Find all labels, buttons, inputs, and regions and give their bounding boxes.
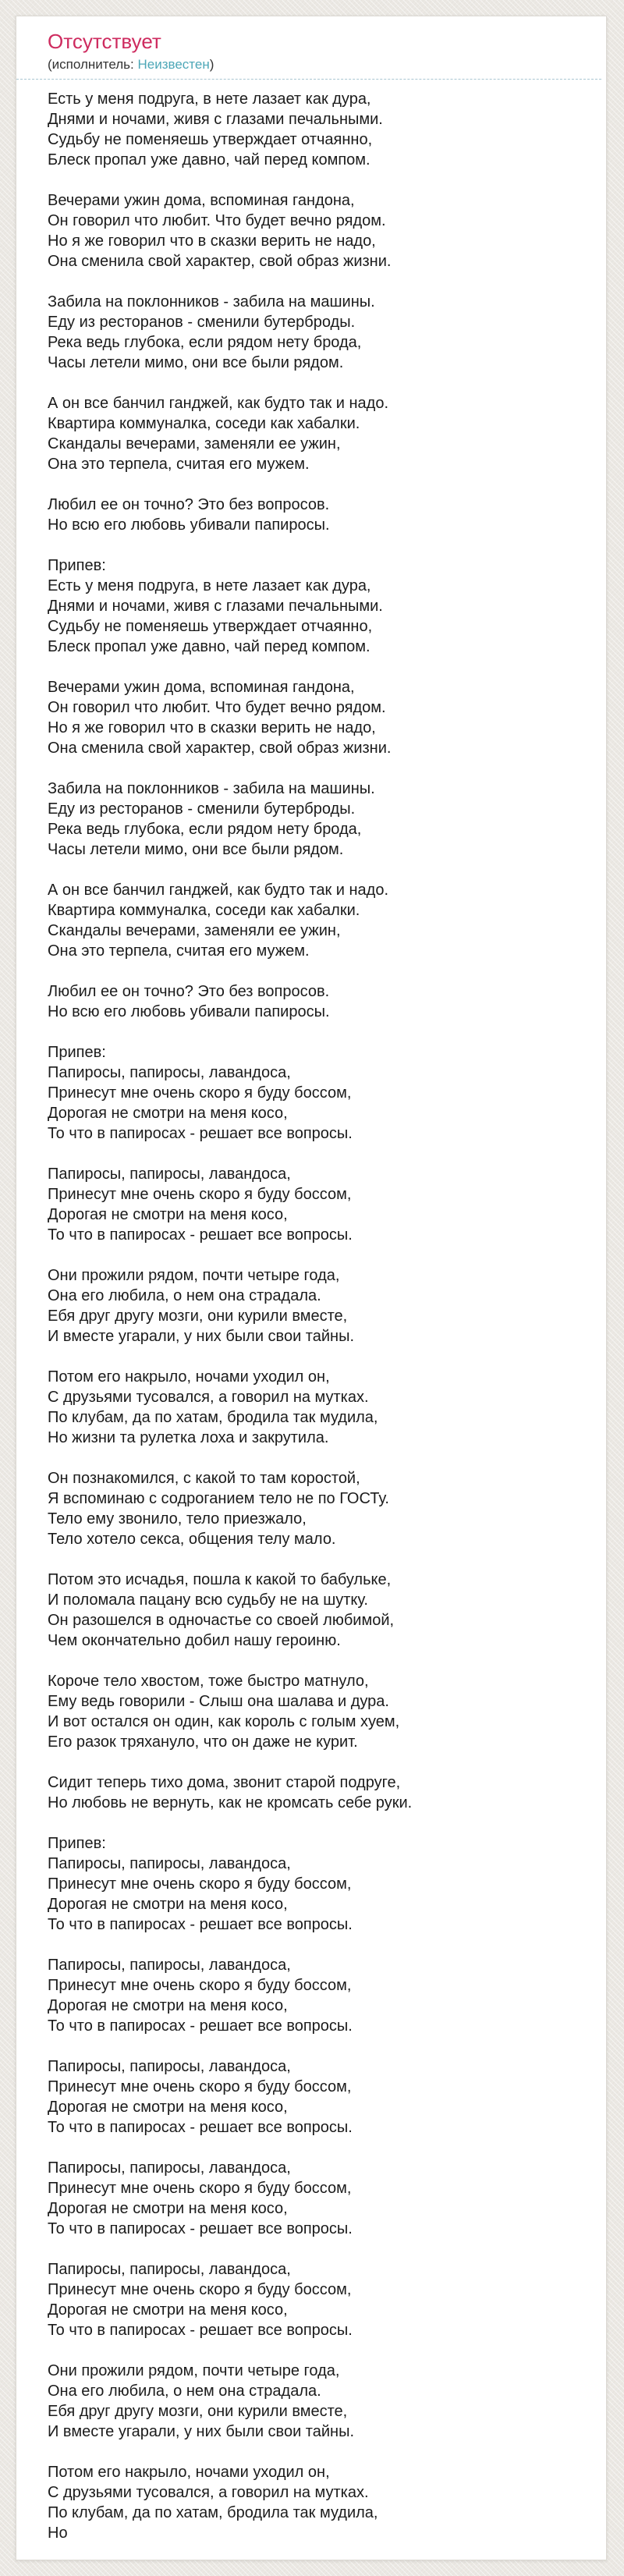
lyrics-stanza [48, 1833, 606, 1935]
lyrics-line: Дорогая не смотри на меня косо, [48, 1206, 288, 1223]
lyrics-line: Папиросы, папиросы, лавандоса, [48, 1064, 291, 1081]
lyrics-line: Скандалы вечерами, заменяли ее ужин, [48, 435, 341, 452]
lyrics-line: Блеск пропал уже давно, чай перед компом. [48, 638, 370, 655]
lyrics-line: Вечерами ужин дома, вспоминая гандона, [48, 192, 355, 209]
lyrics-line: Вечерами ужин дома, вспоминая гандона, [48, 679, 355, 696]
lyrics-line: И поломала пацану всю судьбу не на шутку. [48, 1591, 368, 1609]
lyrics-line: Его разок тряхануло, что он даже не курит. [48, 1733, 358, 1751]
artist-line [48, 56, 601, 73]
lyrics-stanza [48, 2259, 606, 2340]
lyrics-line: Короче тело хвостом, тоже быстро матнуло, [48, 1673, 369, 1690]
lyrics-line: То что в папиросах - решает все вопросы. [48, 1125, 353, 1142]
lyrics-stanza [48, 880, 606, 961]
lyrics-stanza [48, 677, 606, 758]
lyrics-stanza [48, 1468, 606, 1549]
lyrics-stanza [48, 1671, 606, 1752]
lyrics-line: Папиросы, папиросы, лавандоса, [48, 1166, 291, 1183]
lyrics-line: Папиросы, папиросы, лавандоса, [48, 2058, 291, 2075]
lyrics-line: Днями и ночами, живя с глазами печальными. [48, 111, 383, 128]
lyrics-line: Блеск пропал уже давно, чай перед компом. [48, 151, 370, 169]
lyrics-line: Квартира коммуналка, соседи как хабалки. [48, 415, 360, 432]
lyrics-line: Но [48, 2525, 68, 2542]
lyrics-line: То что в папиросах - решает все вопросы. [48, 2017, 353, 2035]
lyrics-stanza [48, 292, 606, 373]
lyrics-stanza [48, 190, 606, 271]
lyrics-line: Чем окончательно добил нашу героиню. [48, 1632, 341, 1649]
lyrics-card [16, 16, 607, 2560]
artist-suffix: ) [209, 57, 214, 72]
lyrics-line: И вместе угарали, у них были свои тайны. [48, 2423, 355, 2440]
lyrics-line: То что в папиросах - решает все вопросы. [48, 2119, 353, 2136]
lyrics-line: Принесут мне очень скоро я буду боссом, [48, 1084, 352, 1102]
lyrics-stanza [48, 89, 606, 170]
lyrics-stanza [48, 1265, 606, 1347]
lyrics-line: По клубам, да по хатам, бродила так мудила, [48, 1409, 378, 1426]
artist-prefix: (исполнитель: [48, 57, 134, 72]
lyrics-line: Дорогая не смотри на меня косо, [48, 1997, 288, 2014]
lyrics-line: Дорогая не смотри на меня косо, [48, 1896, 288, 1913]
lyrics-line: Днями и ночами, живя с глазами печальными. [48, 598, 383, 615]
lyrics-line: Она сменила свой характер, свой образ жизни. [48, 253, 392, 270]
header [16, 16, 601, 80]
artist-link[interactable]: Неизвестен [137, 57, 210, 72]
lyrics-line: Забила на поклонников - забила на машины. [48, 293, 375, 310]
lyrics-stanza [48, 2056, 606, 2138]
lyrics-line: Ебя друг другу мозги, они курили вместе, [48, 2403, 348, 2420]
lyrics-stanza [48, 981, 606, 1022]
lyrics-line: Но я же говорил что в сказки верить не надо, [48, 719, 376, 736]
lyrics-line: Я вспоминаю с содроганием тело не по ГОСТу. [48, 1490, 389, 1507]
lyrics-line: Папиросы, папиросы, лавандоса, [48, 2261, 291, 2278]
lyrics-line: Принесут мне очень скоро я буду боссом, [48, 1977, 352, 1994]
lyrics-line: Ему ведь говорили - Слыш она шалава и дура. [48, 1693, 389, 1710]
lyrics-line: Он познакомился, с какой то там коростой, [48, 1470, 360, 1487]
lyrics-line: Потом его накрыло, ночами уходил он, [48, 2464, 330, 2481]
page-title: Отсутствует [48, 30, 161, 53]
lyrics-stanza [48, 555, 606, 657]
lyrics-line: То что в папиросах - решает все вопросы. [48, 1226, 353, 1244]
lyrics-line: Судьбу не поменяешь утверждает отчаянно, [48, 618, 373, 635]
lyrics-line: Принесут мне очень скоро я буду боссом, [48, 1186, 352, 1203]
lyrics-line: Но всю его любовь убивали папиросы. [48, 1003, 330, 1020]
lyrics-line: По клубам, да по хатам, бродила так мудила, [48, 2504, 378, 2521]
lyrics-line: Есть у меня подруга, в нете лазает как дура, [48, 90, 371, 108]
lyrics-line: Но я же говорил что в сказки верить не надо, [48, 232, 376, 250]
lyrics-line: Потом его накрыло, ночами уходил он, [48, 1368, 330, 1386]
lyrics-stanza [48, 2158, 606, 2239]
lyrics-line: Она это терпела, считая его мужем. [48, 942, 310, 960]
lyrics-line: А он все банчил ганджей, как будто так и надо. [48, 395, 389, 412]
lyrics-line: Часы летели мимо, они все были рядом. [48, 354, 344, 371]
lyrics-line: Есть у меня подруга, в нете лазает как дура, [48, 577, 371, 594]
lyrics-line: Река ведь глубока, если рядом нету брода, [48, 334, 362, 351]
lyrics-line: Но жизни та рулетка лоха и закрутила. [48, 1429, 329, 1446]
lyrics-line: Дорогая не смотри на меня косо, [48, 2301, 288, 2319]
lyrics-stanza [48, 1042, 606, 1144]
lyrics-line: Припев: [48, 1835, 106, 1852]
lyrics-stanza [48, 779, 606, 860]
lyrics-stanza [48, 495, 606, 535]
lyrics-line: Тело хотело секса, общения телу мало. [48, 1531, 336, 1548]
lyrics-stanza [48, 1164, 606, 1245]
lyrics-line: Он говорил что любит. Что будет вечно рядом. [48, 699, 386, 716]
lyrics-stanza [48, 1772, 606, 1813]
lyrics-line: Она сменила свой характер, свой образ жизни. [48, 740, 392, 757]
lyrics-line: Дорогая не смотри на меня косо, [48, 2200, 288, 2217]
lyrics-line: Квартира коммуналка, соседи как хабалки. [48, 902, 360, 919]
lyrics-line: Потом это исчадья, пошла к какой то бабульке, [48, 1571, 392, 1588]
lyrics-line: Папиросы, папиросы, лавандоса, [48, 1855, 291, 1872]
lyrics-line: Папиросы, папиросы, лавандоса, [48, 2159, 291, 2177]
lyrics-line: Он говорил что любит. Что будет вечно рядом. [48, 212, 386, 229]
lyrics-line: Еду из ресторанов - сменили бутерброды. [48, 800, 356, 818]
lyrics-line: Она его любила, о нем она страдала. [48, 1287, 321, 1304]
lyrics-line: Они прожили рядом, почти четыре года, [48, 1267, 340, 1284]
lyrics-line: Сидит теперь тихо дома, звонит старой подруге, [48, 1774, 401, 1791]
lyrics-stanza [48, 1570, 606, 1651]
lyrics-line: Припев: [48, 1044, 106, 1061]
lyrics-line: Еду из ресторанов - сменили бутерброды. [48, 314, 356, 331]
lyrics-text [16, 80, 606, 2543]
lyrics-line: Она это терпела, считая его мужем. [48, 456, 310, 473]
lyrics-line: Принесут мне очень скоро я буду боссом, [48, 2078, 352, 2095]
lyrics-line: Любил ее он точно? Это без вопросов. [48, 983, 330, 1000]
lyrics-line: Дорогая не смотри на меня косо, [48, 1105, 288, 1122]
lyrics-stanza [48, 1955, 606, 2036]
lyrics-line: Принесут мне очень скоро я буду боссом, [48, 1875, 352, 1893]
lyrics-line: Дорогая не смотри на меня косо, [48, 2099, 288, 2116]
lyrics-stanza [48, 1367, 606, 1448]
lyrics-line: А он все банчил ганджей, как будто так и надо. [48, 882, 389, 899]
lyrics-line: То что в папиросах - решает все вопросы. [48, 2322, 353, 2339]
lyrics-line: Папиросы, папиросы, лавандоса, [48, 1957, 291, 1974]
lyrics-line: Они прожили рядом, почти четыре года, [48, 2362, 340, 2379]
lyrics-line: Любил ее он точно? Это без вопросов. [48, 496, 330, 513]
lyrics-line: Принесут мне очень скоро я буду боссом, [48, 2180, 352, 2197]
lyrics-stanza [48, 2462, 606, 2543]
lyrics-line: Она его любила, о нем она страдала. [48, 2383, 321, 2400]
lyrics-line: Но любовь не вернуть, как не кромсать себе руки. [48, 1794, 413, 1811]
lyrics-line: Но всю его любовь убивали папиросы. [48, 516, 330, 534]
lyrics-line: И вот остался он один, как король с голым хуем, [48, 1713, 400, 1730]
lyrics-stanza [48, 393, 606, 474]
lyrics-line: С друзьями тусовался, а говорил на мутках. [48, 1389, 369, 1406]
lyrics-line: И вместе угарали, у них были свои тайны. [48, 1328, 355, 1345]
lyrics-line: Судьбу не поменяешь утверждает отчаянно, [48, 131, 373, 148]
lyrics-line: С друзьями тусовался, а говорил на мутках. [48, 2484, 369, 2501]
lyrics-line: Припев: [48, 557, 106, 574]
lyrics-line: То что в папиросах - решает все вопросы. [48, 1916, 353, 1933]
lyrics-line: Скандалы вечерами, заменяли ее ужин, [48, 922, 341, 939]
lyrics-stanza [48, 2361, 606, 2442]
lyrics-line: То что в папиросах - решает все вопросы. [48, 2220, 353, 2237]
lyrics-line: Забила на поклонников - забила на машины. [48, 780, 375, 797]
lyrics-line: Принесут мне очень скоро я буду боссом, [48, 2281, 352, 2298]
lyrics-line: Ебя друг другу мозги, они курили вместе, [48, 1308, 348, 1325]
lyrics-line: Он разошелся в одночастье со своей любимой, [48, 1612, 395, 1629]
lyrics-line: Тело ему звонило, тело приезжало, [48, 1510, 307, 1528]
lyrics-line: Река ведь глубока, если рядом нету брода, [48, 821, 362, 838]
lyrics-line: Часы летели мимо, они все были рядом. [48, 841, 344, 858]
